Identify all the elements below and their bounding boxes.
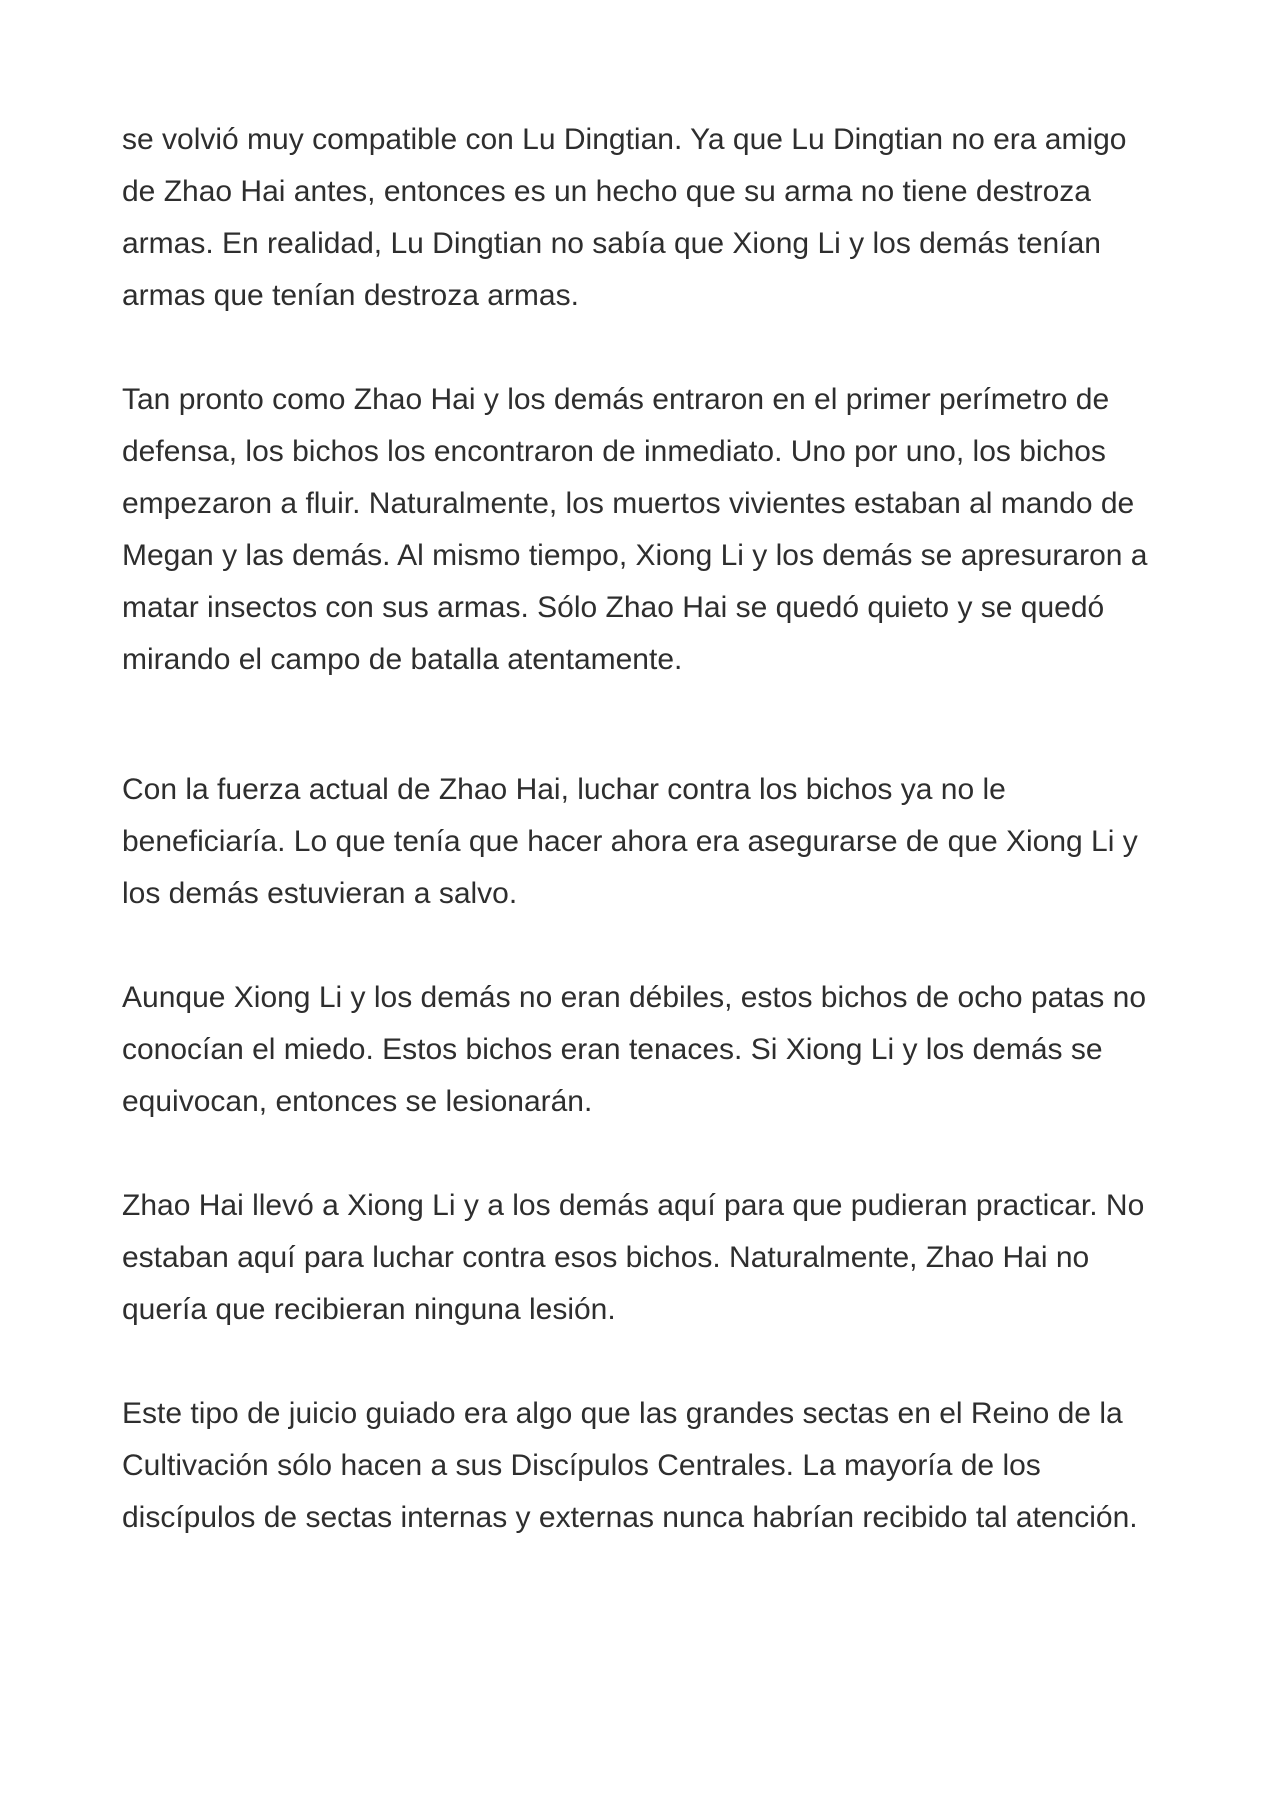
paragraph: Zhao Hai llevó a Xiong Li y a los demás aquí para que pudieran practicar. No estaban aquí para luchar contra esos bichos. Naturalmente, Zhao Hai no quería que recibieran ninguna lesión. — [122, 1189, 1145, 1326]
paragraph: Este tipo de juicio guiado era algo que las grandes sectas en el Reino de la Cultivación sólo hacen a sus Discípulos Centrales. La mayoría de los discípulos de sectas internas y externas nunca habrían recibido tal atención. — [122, 1397, 1138, 1534]
paragraph: Aunque Xiong Li y los demás no eran débiles, estos bichos de ocho patas no conocían el miedo. Estos bichos eran tenaces. Si Xiong Li y los demás se equivocan, entonces se lesionarán. — [122, 981, 1147, 1118]
paragraph: Con la fuerza actual de Zhao Hai, luchar contra los bichos ya no le beneficiaría. Lo que tenía que hacer ahora era asegurarse de que Xiong Li y los demás estuvieran a salvo. — [122, 773, 1138, 910]
document-body — [122, 114, 1172, 1544]
paragraph: Tan pronto como Zhao Hai y los demás entraron en el primer perímetro de defensa, los bichos los encontraron de inmediato. Uno por uno, los bichos empezaron a fluir. Naturalmente, los muertos vivientes estaban al mando de Megan y las demás. Al mismo tiempo, Xiong Li y los demás se apresuraron a matar insectos con sus armas. Sólo Zhao Hai se quedó quieto y se quedó mirando el campo de batalla atentamente. — [122, 383, 1148, 676]
paragraph: se volvió muy compatible con Lu Dingtian. Ya que Lu Dingtian no era amigo de Zhao Hai antes, entonces es un hecho que su arma no tiene destroza armas. En realidad, Lu Dingtian no sabía que Xiong Li y los demás tenían armas que tenían destroza armas. — [122, 123, 1127, 312]
